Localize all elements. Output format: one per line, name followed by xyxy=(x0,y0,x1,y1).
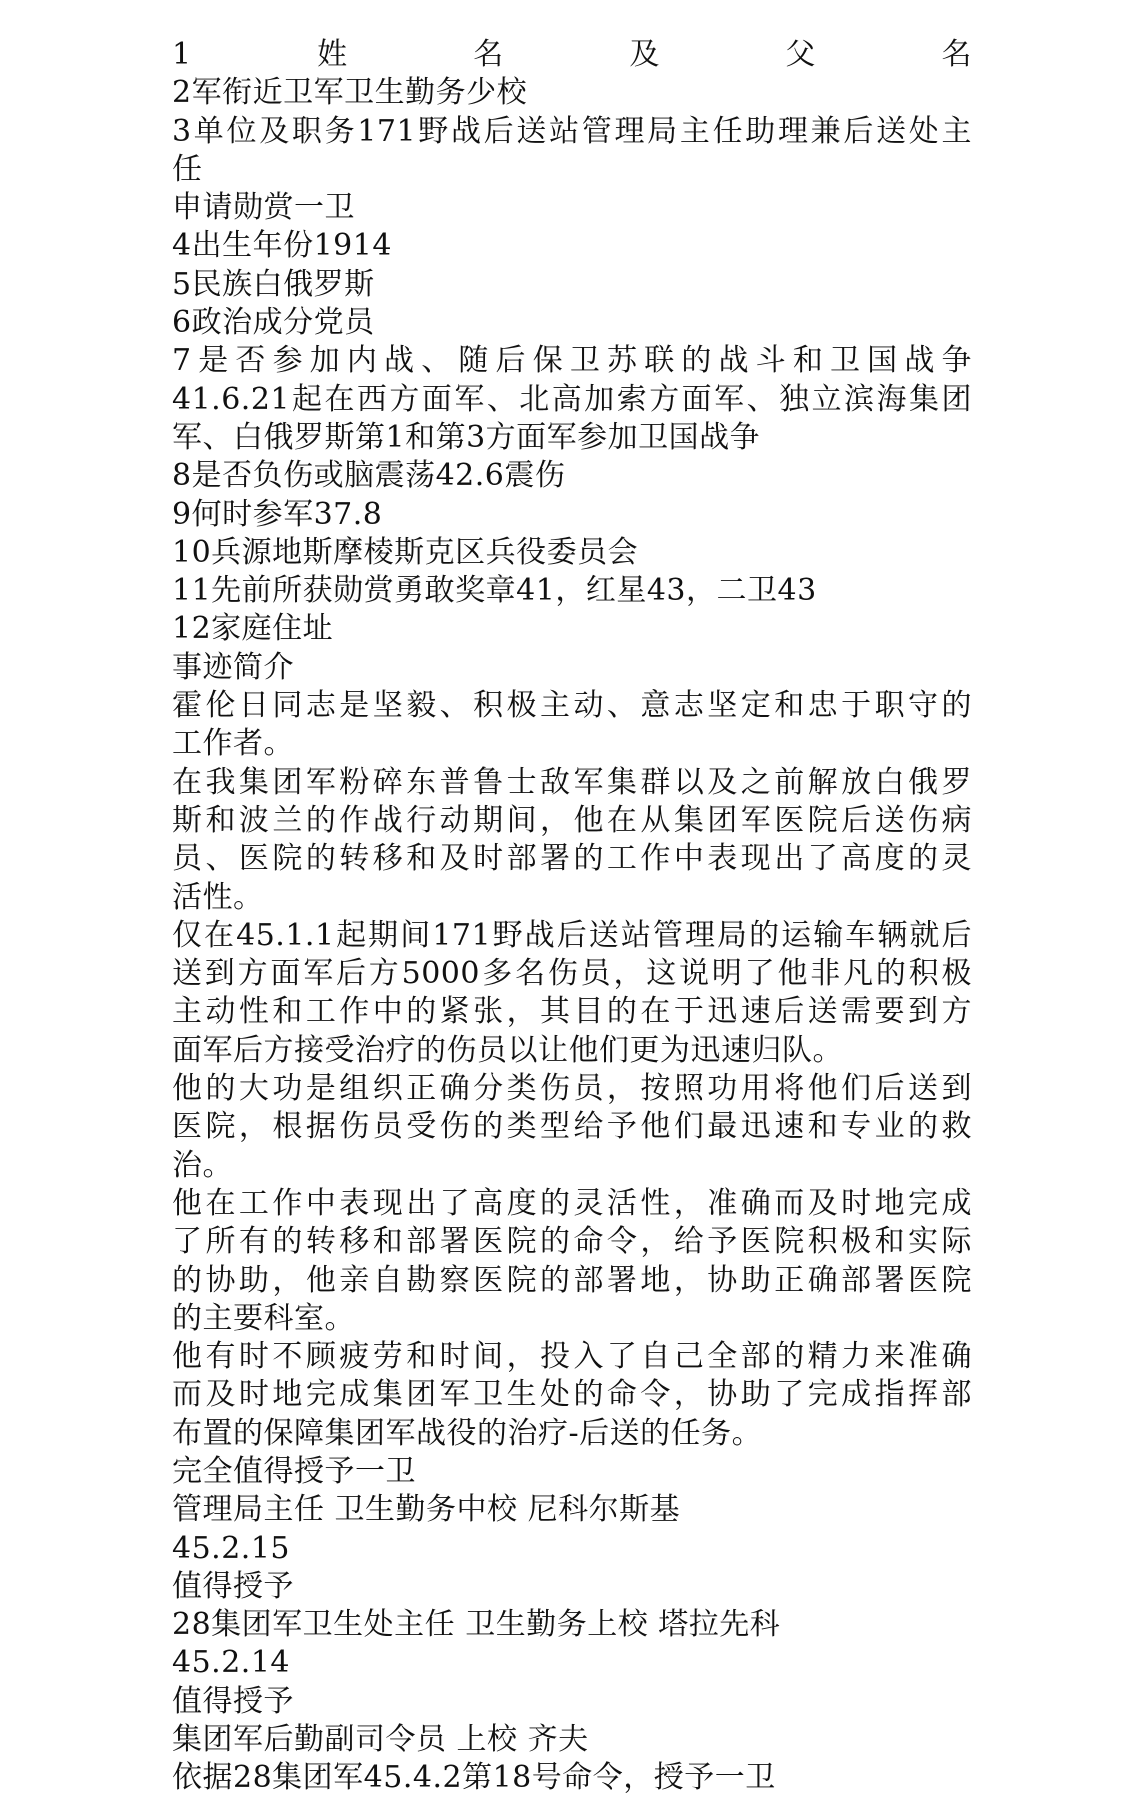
doc-line-13: 9何时参军37.8 xyxy=(172,496,383,532)
doc-line-40: 45.2.15 xyxy=(172,1530,291,1566)
doc-line-45: 集团军后勤副司令员 上校 齐夫 xyxy=(172,1722,589,1758)
doc-line-37: 布置的保障集团军战役的治疗-后送的任务。 xyxy=(172,1415,763,1451)
doc-line-11: 军、白俄罗斯第1和第3方面军参加卫国战争 xyxy=(172,419,761,455)
doc-line-21: 斯和波兰的作战行动期间，他在从集团军医院后送伤病 xyxy=(172,802,972,838)
doc-line-32: 了所有的转移和部署医院的命令，给予医院积极和实际 xyxy=(172,1224,972,1260)
doc-line-46: 依据28集团军45.4.2第18号命令，授予一卫 xyxy=(172,1760,776,1796)
doc-line-38: 完全值得授予一卫 xyxy=(172,1453,416,1489)
doc-line-43: 45.2.14 xyxy=(172,1645,291,1681)
doc-line-23: 活性。 xyxy=(172,879,264,915)
doc-line-1: 1姓名及父名 xyxy=(172,37,972,72)
doc-line-6: 4出生年份1914 xyxy=(172,228,392,264)
doc-line-26: 主动性和工作中的紧张，其目的在于迅速后送需要到方 xyxy=(172,994,972,1030)
doc-line-27: 面军后方接受治疗的伤员以让他们更为迅速归队。 xyxy=(172,1032,843,1068)
doc-line-24: 仅在45.1.1起期间171野战后送站管理局的运输车辆就后 xyxy=(172,917,972,953)
doc-line-17: 事迹简介 xyxy=(172,649,294,685)
doc-line-35: 他有时不顾疲劳和时间，投入了自己全部的精力来准确 xyxy=(172,1339,972,1375)
doc-line-12: 8是否负伤或脑震荡42.6震伤 xyxy=(172,458,566,494)
doc-line-44: 值得授予 xyxy=(172,1683,294,1719)
doc-line-4: 任 xyxy=(172,151,203,187)
doc-line-20: 在我集团军粉碎东普鲁士敌军集群以及之前解放白俄罗 xyxy=(172,764,972,800)
doc-line-33: 的协助，他亲自勘察医院的部署地，协助正确部署医院 xyxy=(172,1262,972,1298)
doc-line-39: 管理局主任 卫生勤务中校 尼科尔斯基 xyxy=(172,1492,681,1528)
doc-line-22: 员、医院的转移和及时部署的工作中表现出了高度的灵 xyxy=(172,841,972,877)
doc-line-14: 10兵源地斯摩棱斯克区兵役委员会 xyxy=(172,534,639,570)
doc-line-5: 申请勋赏一卫 xyxy=(172,190,355,226)
doc-line-18: 霍伦日同志是坚毅、积极主动、意志坚定和忠于职守的 xyxy=(172,688,972,724)
doc-line-30: 治。 xyxy=(172,1147,233,1183)
doc-line-7: 5民族白俄罗斯 xyxy=(172,266,375,302)
doc-line-19: 工作者。 xyxy=(172,726,294,762)
doc-line-36: 而及时地完成集团军卫生处的命令，协助了完成指挥部 xyxy=(172,1377,972,1413)
doc-line-2: 2军衔近卫军卫生勤务少校 xyxy=(172,75,528,111)
doc-line-9: 7是否参加内战、随后保卫苏联的战斗和卫国战争 xyxy=(172,343,972,379)
doc-line-15: 11先前所获勋赏勇敢奖章41，红星43，二卫43 xyxy=(172,573,817,609)
doc-line-10: 41.6.21起在西方面军、北高加索方面军、独立滨海集团 xyxy=(172,381,972,417)
document-page xyxy=(172,36,972,1798)
doc-line-28: 他的大功是组织正确分类伤员，按照功用将他们后送到 xyxy=(172,1071,972,1107)
doc-line-3: 3单位及职务171野战后送站管理局主任助理兼后送处主 xyxy=(172,113,972,149)
doc-line-29: 医院，根据伤员受伤的类型给予他们最迅速和专业的救 xyxy=(172,1109,972,1145)
doc-line-25: 送到方面军后方5000多名伤员，这说明了他非凡的积极 xyxy=(172,956,972,992)
doc-line-42: 28集团军卫生处主任 卫生勤务上校 塔拉先科 xyxy=(172,1607,781,1643)
doc-line-31: 他在工作中表现出了高度的灵活性，准确而及时地完成 xyxy=(172,1185,972,1221)
doc-line-8: 6政治成分党员 xyxy=(172,305,375,341)
doc-line-41: 值得授予 xyxy=(172,1568,294,1604)
doc-line-34: 的主要科室。 xyxy=(172,1300,355,1336)
doc-line-16: 12家庭住址 xyxy=(172,611,334,647)
